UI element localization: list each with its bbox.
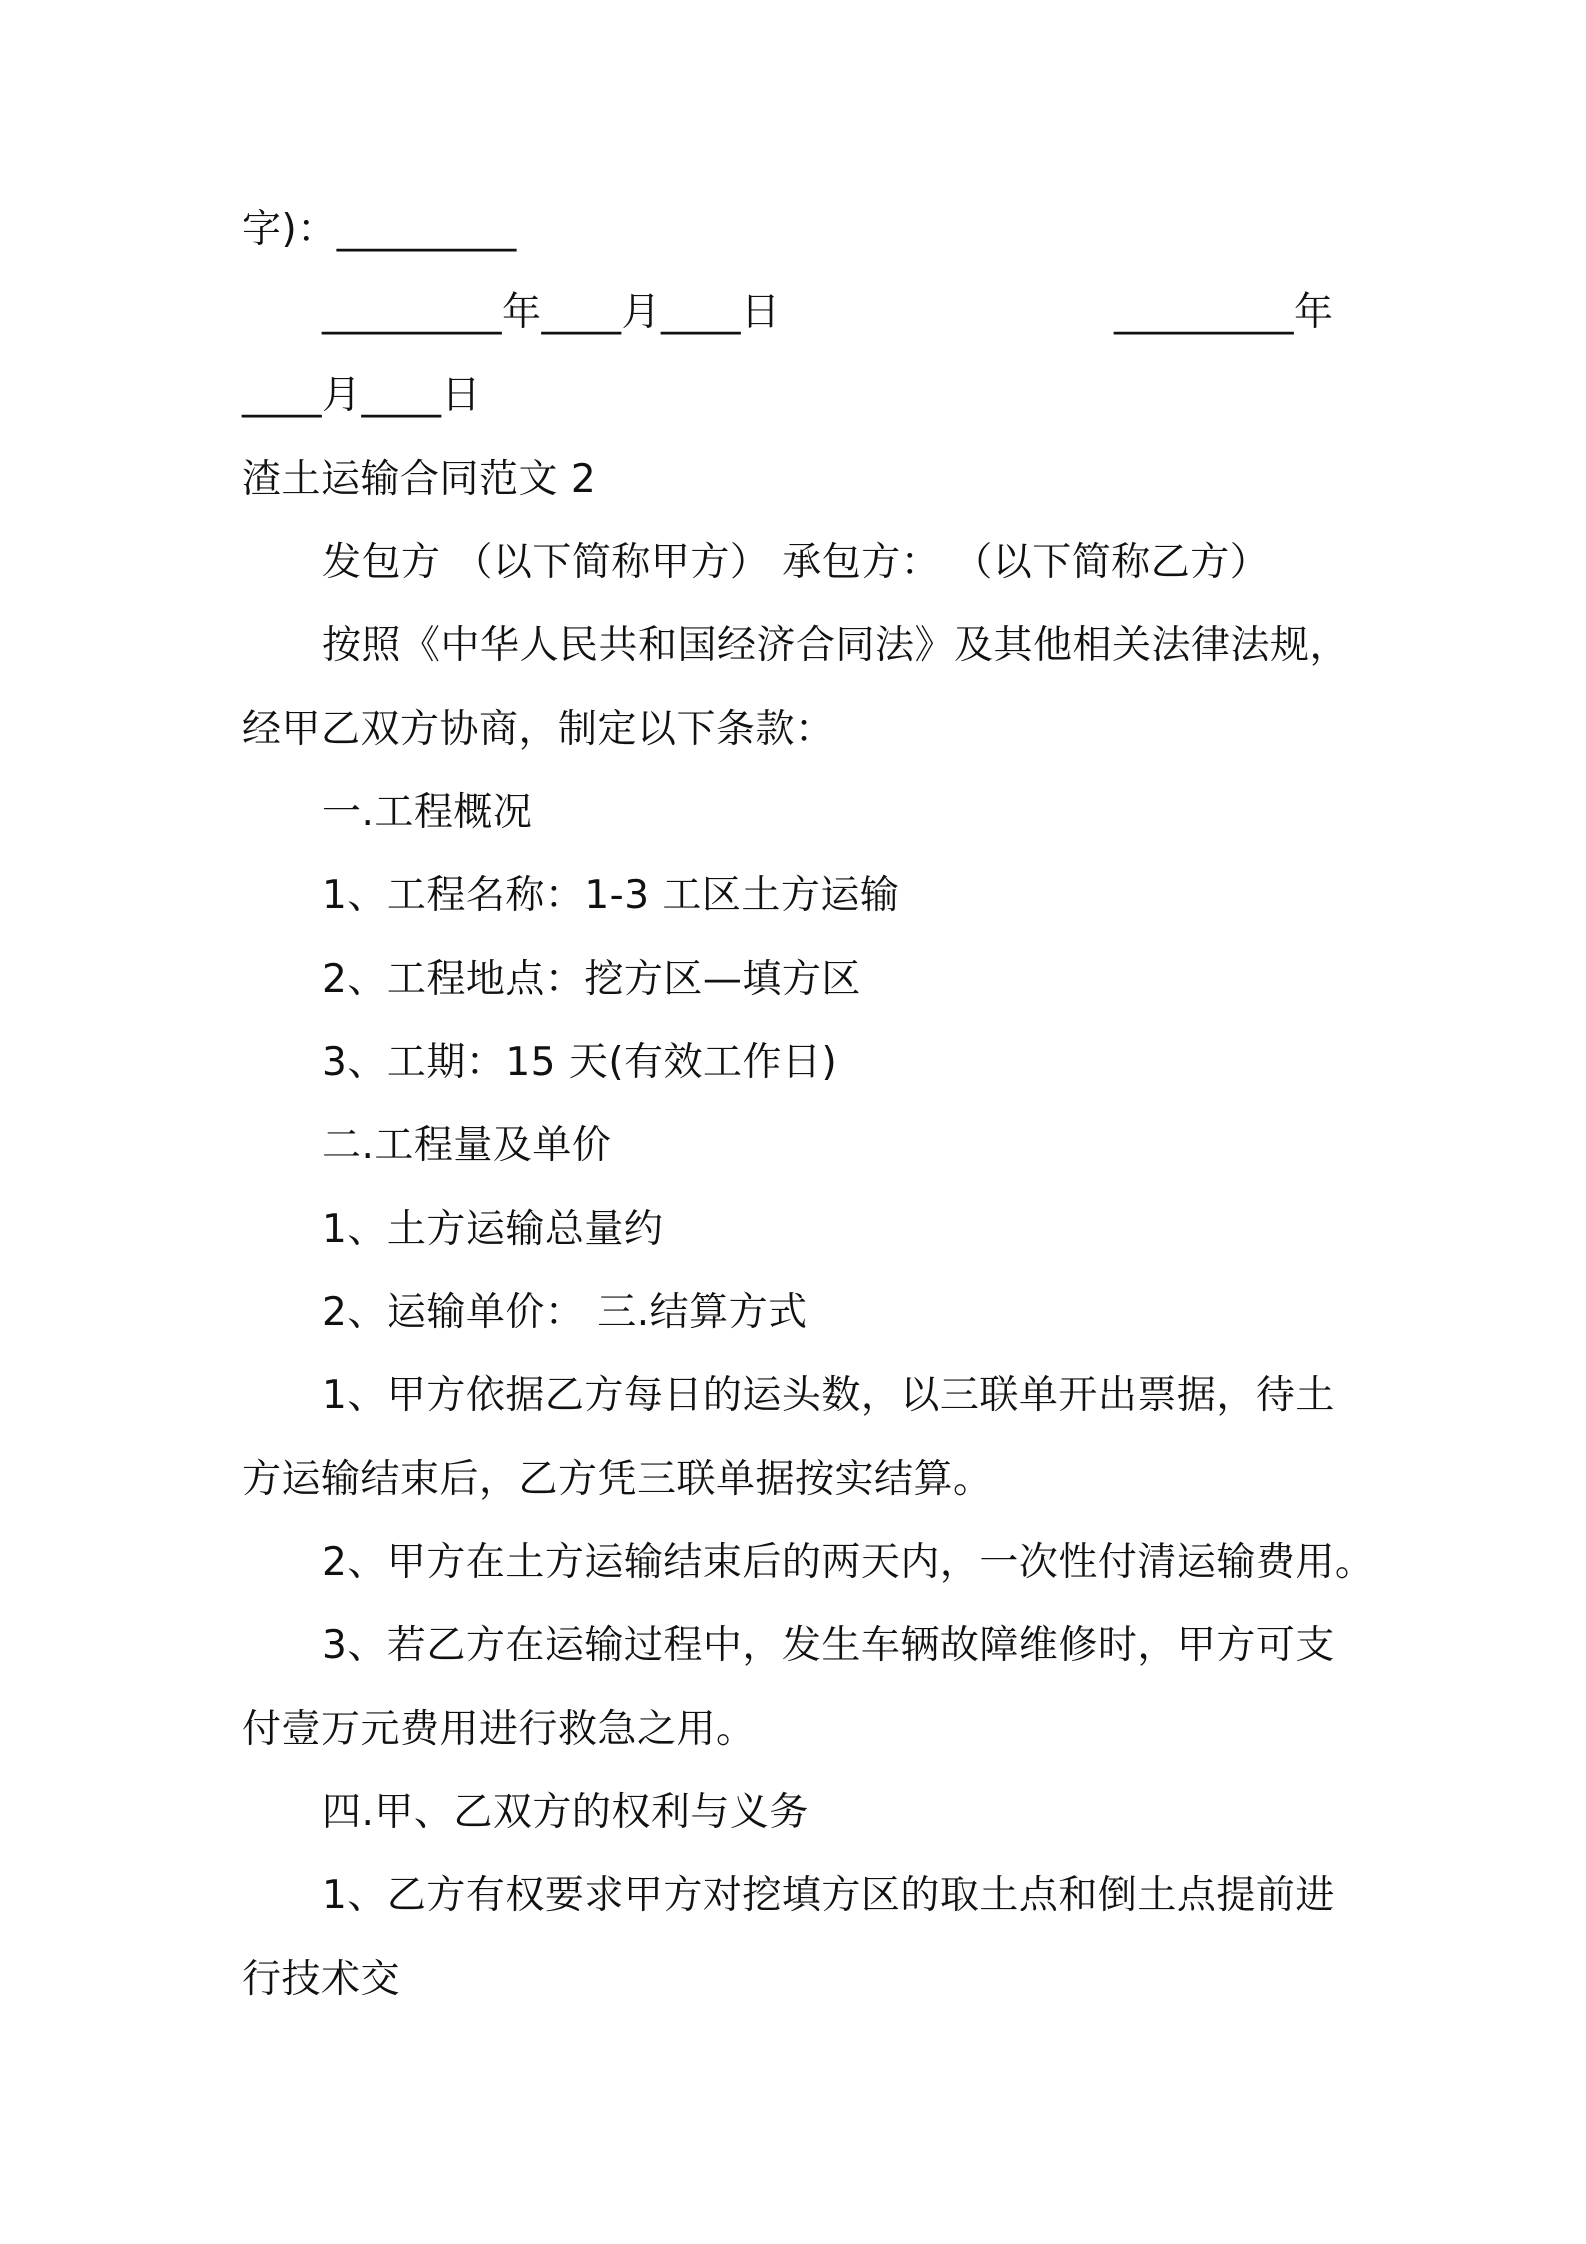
text-line-date-wrap: ____月____日 — [242, 373, 482, 418]
party-info-line: 发包方 （以下简称甲方） 承包方： （以下简称乙方） — [322, 540, 1270, 585]
list-item: 3、工期：15 天(有效工作日) — [322, 1040, 838, 1085]
section-title: 渣土运输合同范文 2 — [242, 457, 597, 502]
list-item: 2、运输单价： 三.结算方式 — [322, 1290, 808, 1335]
subsection-heading: 一.工程概况 — [322, 790, 533, 835]
paragraph-line: 行技术交 — [242, 1957, 401, 2002]
paragraph-line: 方运输结束后，乙方凭三联单据按实结算。 — [242, 1457, 993, 1502]
paragraph-line: 1、乙方有权要求甲方对挖填方区的取土点和倒土点提前进 — [322, 1873, 1335, 1918]
paragraph-line: 付壹万元费用进行救急之用。 — [242, 1707, 756, 1752]
paragraph-line: 3、若乙方在运输过程中，发生车辆故障维修时，甲方可支 — [322, 1623, 1335, 1668]
list-item: 2、工程地点：挖方区—填方区 — [322, 957, 861, 1002]
paragraph-line: 按照《中华人民共和国经济合同法》及其他相关法律法规， — [322, 623, 1350, 668]
subsection-heading: 四.甲、乙双方的权利与义务 — [322, 1790, 809, 1835]
list-item: 1、工程名称：1-3 工区土方运输 — [322, 873, 900, 918]
list-item: 1、土方运输总量约 — [322, 1207, 664, 1252]
text-line-date-right: _________年 — [1114, 290, 1334, 335]
paragraph-line: 2、甲方在土方运输结束后的两天内，一次性付清运输费用。 — [322, 1540, 1375, 1585]
text-line-signature-continuation: 字)：_________ — [242, 207, 517, 252]
paragraph-line: 1、甲方依据乙方每日的运头数，以三联单开出票据，待土 — [322, 1373, 1335, 1418]
subsection-heading: 二.工程量及单价 — [322, 1123, 612, 1168]
paragraph-line: 经甲乙双方协商，制定以下条款： — [242, 707, 835, 752]
text-line-date-left: _________年____月____日 — [322, 290, 781, 335]
